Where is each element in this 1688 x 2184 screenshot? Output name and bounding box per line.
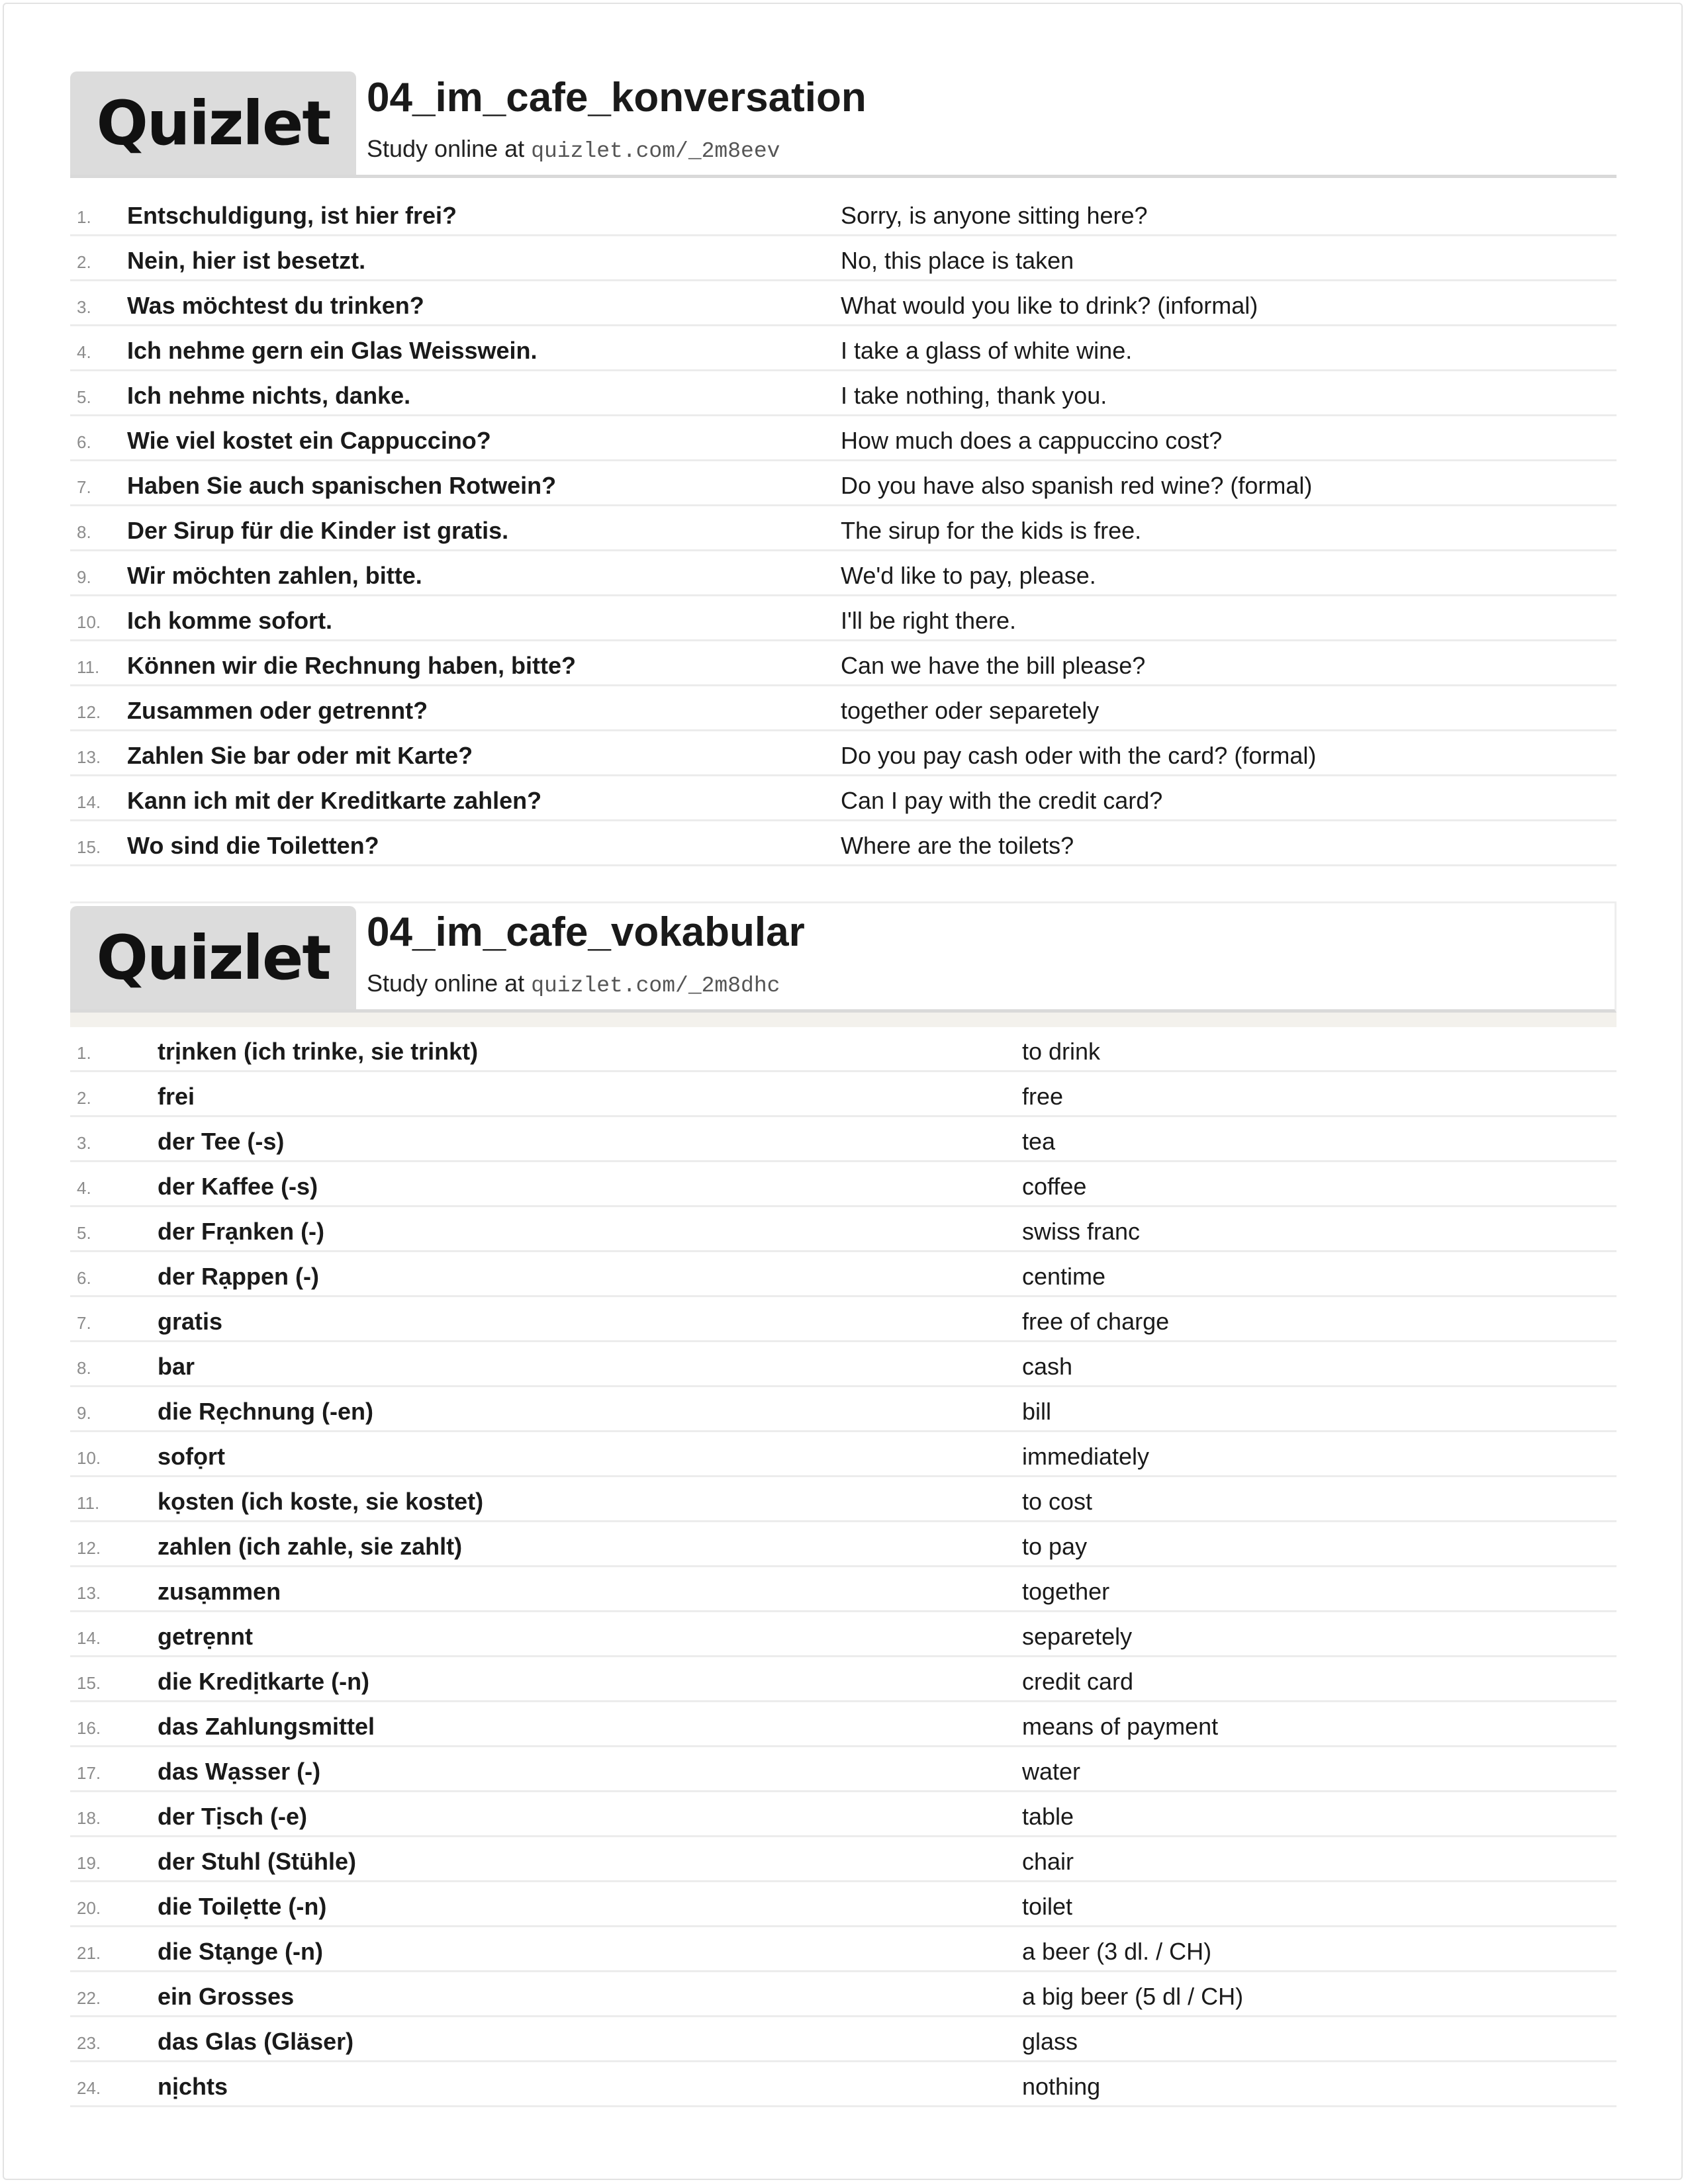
card-definition: credit card (1022, 1668, 1134, 1695)
card-number: 20. (77, 1898, 101, 1918)
card-number: 12. (77, 1538, 101, 1558)
card-row (70, 1027, 1617, 1072)
card-definition: free of charge (1022, 1308, 1170, 1335)
card-definition: I'll be right there. (841, 607, 1017, 634)
study-prefix: Study online at (367, 970, 525, 997)
card-term: Nein, hier ist besetzt. (127, 247, 366, 274)
card-row (70, 1387, 1617, 1432)
card-row (70, 1927, 1617, 1972)
card-number: 23. (77, 2033, 101, 2053)
card-term: Haben Sie auch spanischen Rotwein? (127, 472, 557, 499)
card-definition: Sorry, is anyone sitting here? (841, 202, 1148, 229)
card-term: die Toilẹtte (-n) (158, 1893, 327, 1920)
card-definition: bill (1022, 1398, 1052, 1425)
card-definition: separetely (1022, 1623, 1133, 1650)
card-term: das Wạsser (-) (158, 1758, 321, 1785)
card-definition: The sirup for the kids is free. (841, 517, 1142, 544)
card-row (70, 596, 1617, 641)
card-number: 7. (77, 477, 91, 497)
flashcard-set-vokabular (70, 901, 1617, 2107)
card-definition: Do you pay cash oder with the card? (formal) (841, 742, 1317, 769)
card-definition: Where are the toilets? (841, 832, 1074, 859)
card-term: nịchts (158, 2073, 228, 2100)
card-row (70, 686, 1617, 731)
set-header (70, 69, 1617, 178)
card-definition: I take nothing, thank you. (841, 382, 1107, 409)
card-number: 3. (77, 297, 91, 317)
card-term: Kann ich mit der Kreditkarte zahlen? (127, 787, 542, 814)
card-term: Wir möchten zahlen, bitte. (127, 562, 422, 589)
card-term: Der Sirup für die Kinder ist gratis. (127, 517, 509, 544)
card-definition: to drink (1022, 1038, 1101, 1065)
quizlet-logo (70, 71, 356, 175)
card-term: der Stuhl (Stühle) (158, 1848, 356, 1875)
card-term: Ich komme sofort. (127, 607, 333, 634)
study-online-line (367, 970, 780, 998)
card-definition: glass (1022, 2028, 1078, 2055)
card-term: Können wir die Rechnung haben, bitte? (127, 652, 577, 679)
card-number: 7. (77, 1313, 91, 1333)
card-definition: immediately (1022, 1443, 1150, 1470)
card-number: 15. (77, 837, 101, 857)
card-number: 14. (77, 1628, 101, 1648)
card-number: 4. (77, 342, 91, 362)
card-row (70, 1657, 1617, 1702)
card-row (70, 191, 1617, 236)
card-number: 11. (77, 657, 100, 677)
set-header (70, 901, 1617, 1013)
card-definition: together oder separetely (841, 697, 1100, 724)
card-definition: Can I pay with the credit card? (841, 787, 1163, 814)
study-online-line (367, 135, 780, 163)
card-row (70, 1117, 1617, 1162)
card-number: 11. (77, 1493, 100, 1513)
card-row (70, 2017, 1617, 2062)
card-number: 5. (77, 387, 91, 407)
card-row (70, 1162, 1617, 1207)
card-term: trịnken (ich trinke, sie trinkt) (158, 1038, 479, 1065)
card-row (70, 1747, 1617, 1792)
card-row (70, 1612, 1617, 1657)
card-definition: a beer (3 dl. / CH) (1022, 1938, 1212, 1965)
card-term: ein Grosses (158, 1983, 295, 2010)
quizlet-logo (70, 906, 356, 1009)
set-title: 04_im_cafe_konversation (367, 75, 867, 120)
card-definition: I take a glass of white wine. (841, 337, 1133, 364)
card-term: der Kaffee (-s) (158, 1173, 318, 1200)
card-number: 18. (77, 1808, 101, 1828)
card-term: frei (158, 1083, 195, 1110)
card-term: Ich nehme gern ein Glas Weisswein. (127, 337, 538, 364)
card-number: 4. (77, 1178, 91, 1198)
card-row (70, 776, 1617, 821)
card-row (70, 1072, 1617, 1117)
card-list (70, 1013, 1617, 2107)
card-number: 2. (77, 1088, 91, 1108)
card-number: 13. (77, 747, 101, 767)
card-list (70, 191, 1617, 866)
card-number: 8. (77, 522, 91, 542)
card-number: 9. (77, 567, 91, 587)
card-number: 9. (77, 1403, 91, 1423)
card-number: 1. (77, 207, 91, 227)
card-row (70, 416, 1617, 461)
card-term: der Rạppen (-) (158, 1263, 320, 1290)
card-row (70, 461, 1617, 506)
card-term: das Glas (Gläser) (158, 2028, 354, 2055)
card-definition: to cost (1022, 1488, 1093, 1515)
card-definition: What would you like to drink? (informal) (841, 292, 1258, 319)
card-number: 15. (77, 1673, 101, 1693)
card-number: 1. (77, 1043, 91, 1063)
study-url-link[interactable]: quizlet.com/_2m8dhc (531, 974, 780, 998)
card-term: Wie viel kostet ein Cappuccino? (127, 427, 491, 454)
card-definition: Can we have the bill please? (841, 652, 1146, 679)
card-term: das Zahlungsmittel (158, 1713, 375, 1740)
card-definition: water (1022, 1758, 1081, 1785)
card-row (70, 1972, 1617, 2017)
card-row (70, 236, 1617, 281)
set-title: 04_im_cafe_vokabular (367, 909, 805, 955)
card-number: 8. (77, 1358, 91, 1378)
card-row (70, 1702, 1617, 1747)
card-term: der Tịsch (-e) (158, 1803, 308, 1830)
card-row (70, 1882, 1617, 1927)
card-term: der Frạnken (-) (158, 1218, 325, 1245)
card-row (70, 1297, 1617, 1342)
card-definition: chair (1022, 1848, 1074, 1875)
card-definition: tea (1022, 1128, 1056, 1155)
card-definition: How much does a cappuccino cost? (841, 427, 1223, 454)
card-number: 17. (77, 1763, 101, 1783)
card-row (70, 1837, 1617, 1882)
card-term: die Kredịtkarte (-n) (158, 1668, 370, 1695)
card-term: die Rẹchnung (-en) (158, 1398, 373, 1425)
card-row (70, 1252, 1617, 1297)
card-number: 6. (77, 1268, 91, 1288)
card-row (70, 1207, 1617, 1252)
card-row (70, 326, 1617, 371)
card-term: Was möchtest du trinken? (127, 292, 424, 319)
card-definition: together (1022, 1578, 1110, 1605)
card-row (70, 1432, 1617, 1477)
card-number: 3. (77, 1133, 91, 1153)
card-definition: coffee (1022, 1173, 1087, 1200)
card-definition: free (1022, 1083, 1064, 1110)
card-number: 21. (77, 1943, 101, 1963)
card-number: 5. (77, 1223, 91, 1243)
card-number: 12. (77, 702, 101, 722)
card-number: 13. (77, 1583, 101, 1603)
card-term: Zusammen oder getrennt? (127, 697, 428, 724)
card-row (70, 551, 1617, 596)
card-term: getrẹnnt (158, 1623, 253, 1650)
card-row (70, 1522, 1617, 1567)
card-definition: cash (1022, 1353, 1073, 1380)
card-definition: swiss franc (1022, 1218, 1141, 1245)
card-term: sofọrt (158, 1443, 225, 1470)
card-term: Wo sind die Toiletten? (127, 832, 379, 859)
flashcard-set-konversation (70, 69, 1617, 866)
card-term: kọsten (ich koste, sie kostet) (158, 1488, 484, 1515)
card-row (70, 1342, 1617, 1387)
card-definition: means of payment (1022, 1713, 1219, 1740)
card-number: 22. (77, 1988, 101, 2008)
study-url-link[interactable]: quizlet.com/_2m8eev (531, 139, 780, 163)
card-term: zahlen (ich zahle, sie zahlt) (158, 1533, 463, 1560)
card-number: 16. (77, 1718, 101, 1738)
card-row (70, 2062, 1617, 2107)
card-definition: Do you have also spanish red wine? (formal) (841, 472, 1313, 499)
card-row (70, 281, 1617, 326)
card-row (70, 1567, 1617, 1612)
card-number: 10. (77, 612, 101, 632)
card-definition: centime (1022, 1263, 1106, 1290)
card-row (70, 1792, 1617, 1837)
logo-text: Quizlet (96, 87, 330, 159)
card-row (70, 371, 1617, 416)
card-definition: We'd like to pay, please. (841, 562, 1096, 589)
card-number: 2. (77, 252, 91, 272)
card-row (70, 731, 1617, 776)
card-row (70, 641, 1617, 686)
card-term: Ich nehme nichts, danke. (127, 382, 411, 409)
card-definition: No, this place is taken (841, 247, 1074, 274)
card-definition: nothing (1022, 2073, 1101, 2100)
card-row (70, 1477, 1617, 1522)
card-number: 19. (77, 1853, 101, 1873)
card-definition: a big beer (5 dl / CH) (1022, 1983, 1244, 2010)
study-prefix: Study online at (367, 135, 525, 162)
card-term: bar (158, 1353, 195, 1380)
card-term: der Tee (-s) (158, 1128, 285, 1155)
card-term: zusạmmen (158, 1578, 281, 1605)
card-term: die Stạnge (-n) (158, 1938, 323, 1965)
card-definition: to pay (1022, 1533, 1088, 1560)
card-number: 14. (77, 792, 101, 812)
card-number: 6. (77, 432, 91, 452)
card-term: Entschuldigung, ist hier frei? (127, 202, 457, 229)
card-number: 10. (77, 1448, 101, 1468)
card-definition: toilet (1022, 1893, 1073, 1920)
card-row (70, 506, 1617, 551)
card-term: Zahlen Sie bar oder mit Karte? (127, 742, 473, 769)
card-term: gratis (158, 1308, 223, 1335)
logo-text: Quizlet (96, 922, 330, 993)
card-definition: table (1022, 1803, 1074, 1830)
card-number: 24. (77, 2078, 101, 2098)
card-row (70, 821, 1617, 866)
